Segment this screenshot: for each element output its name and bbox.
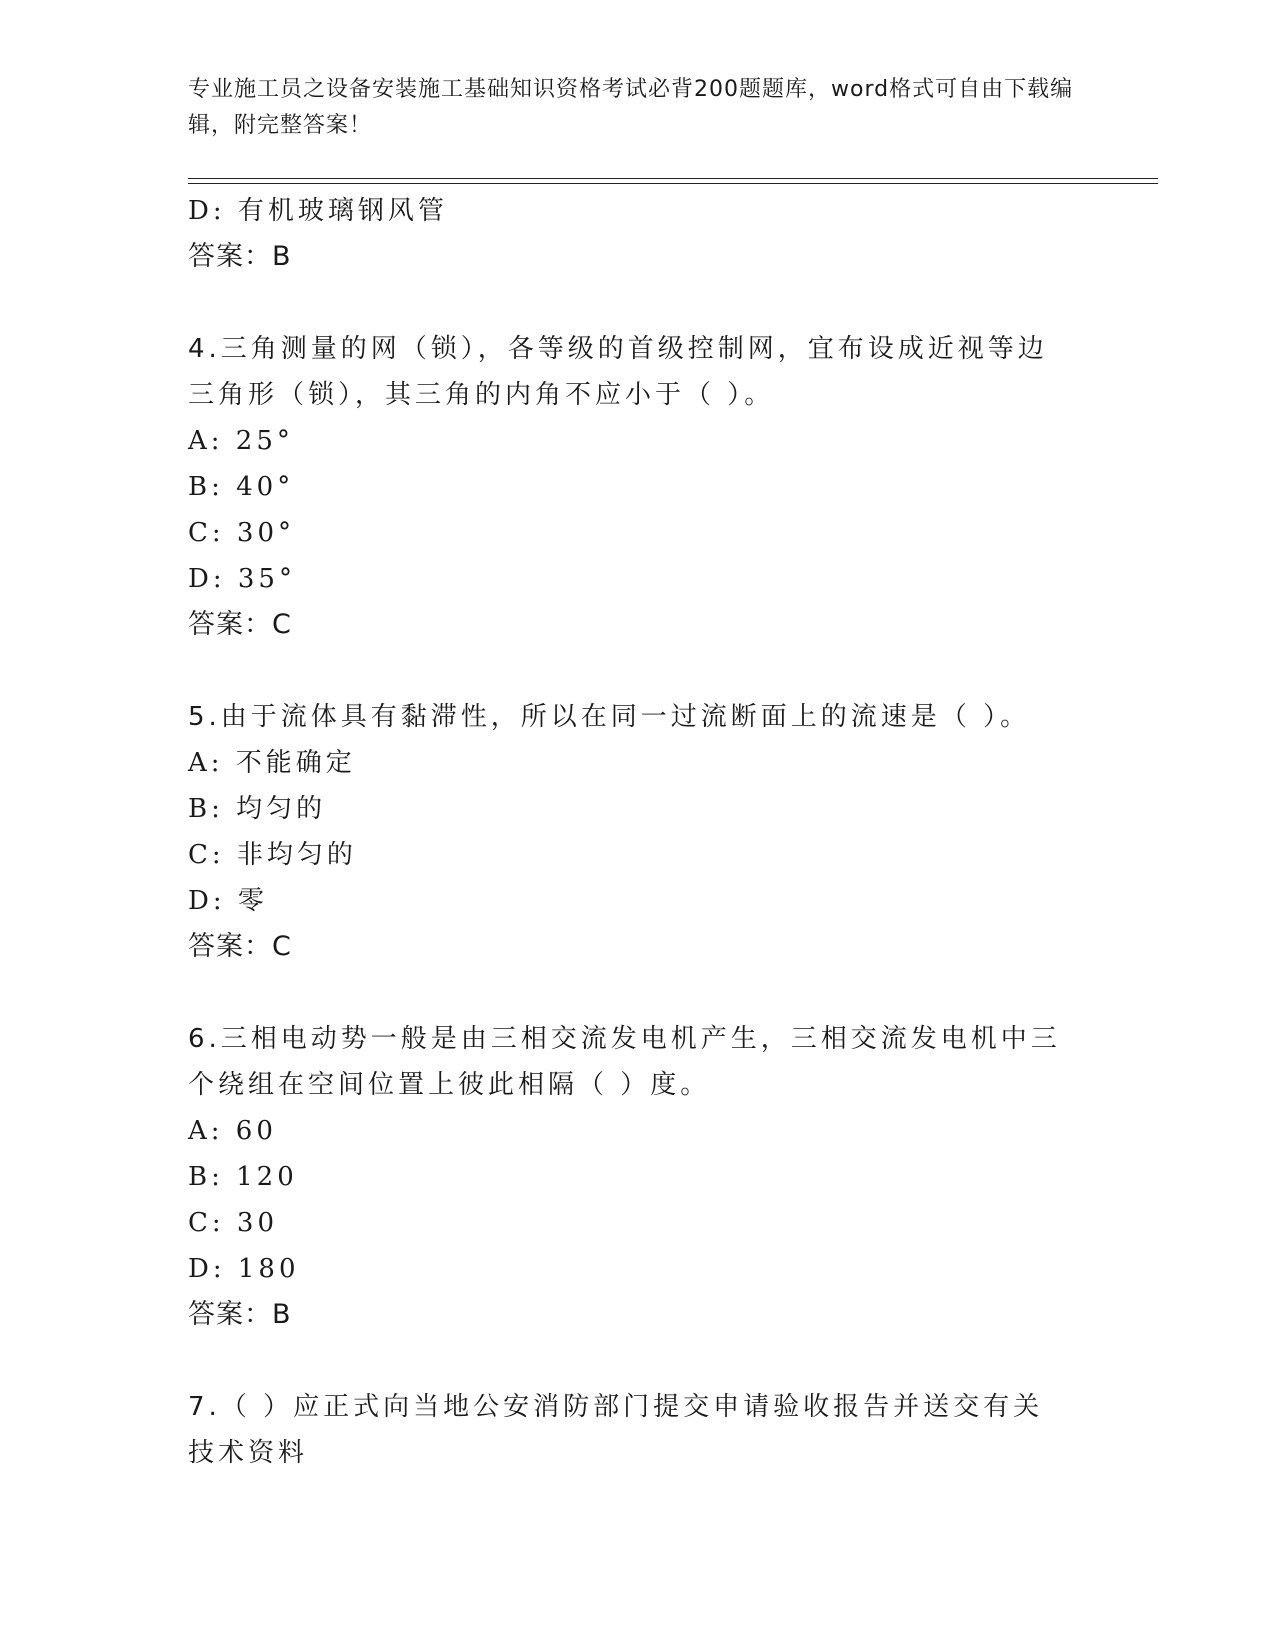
option-a: A: 60 xyxy=(188,1116,277,1146)
option-d: D: 35° xyxy=(188,564,296,594)
header-rule-top xyxy=(188,178,1158,179)
answer: 答案：B xyxy=(188,1299,292,1330)
option-c: C: 30° xyxy=(188,518,296,548)
question-text: 4.三角测量的网（锁），各等级的首级控制网，宜布设成近视等边三角形（锁），其三角的内角不应小于（ ）。 xyxy=(188,334,1048,410)
question-text: 5.由于流体具有黏滞性，所以在同一过流断面上的流速是（ ）。 xyxy=(188,702,1031,732)
document-header xyxy=(188,72,1078,144)
spacer xyxy=(188,1338,1088,1384)
option-d: D: 有机玻璃钢风管 xyxy=(188,196,448,226)
question-4 xyxy=(188,326,1088,648)
option-a: A: 不能确定 xyxy=(188,748,356,778)
spacer xyxy=(188,970,1088,1016)
option-b: B: 120 xyxy=(188,1162,298,1192)
question-5 xyxy=(188,694,1088,970)
option-a: A: 25° xyxy=(188,426,294,456)
answer: 答案：C xyxy=(188,931,292,962)
question-6 xyxy=(188,1016,1088,1338)
option-b: B: 均匀的 xyxy=(188,794,327,824)
document-title: 专业施工员之设备安装施工基础知识资格考试必背200题题库，word格式可自由下载编辑，附完整答案！ xyxy=(188,77,1074,138)
document-body xyxy=(188,188,1088,1476)
previous-question-tail xyxy=(188,188,1088,280)
spacer xyxy=(188,280,1088,326)
option-d: D: 180 xyxy=(188,1254,300,1284)
option-d: D: 零 xyxy=(188,886,268,916)
spacer xyxy=(188,648,1088,694)
answer: 答案：C xyxy=(188,609,292,640)
question-text: 6.三相电动势一般是由三相交流发电机产生，三相交流发电机中三个绕组在空间位置上彼此相隔（ ）度。 xyxy=(188,1024,1061,1100)
answer: 答案：B xyxy=(188,241,292,272)
option-c: C: 30 xyxy=(188,1208,279,1238)
question-7 xyxy=(188,1384,1088,1476)
option-c: C: 非均匀的 xyxy=(188,840,357,870)
option-b: B: 40° xyxy=(188,472,295,502)
question-text: 7.（ ）应正式向当地公安消防部门提交申请验收报告并送交有关技术资料 xyxy=(188,1392,1044,1468)
header-rule-bottom xyxy=(188,183,1158,184)
